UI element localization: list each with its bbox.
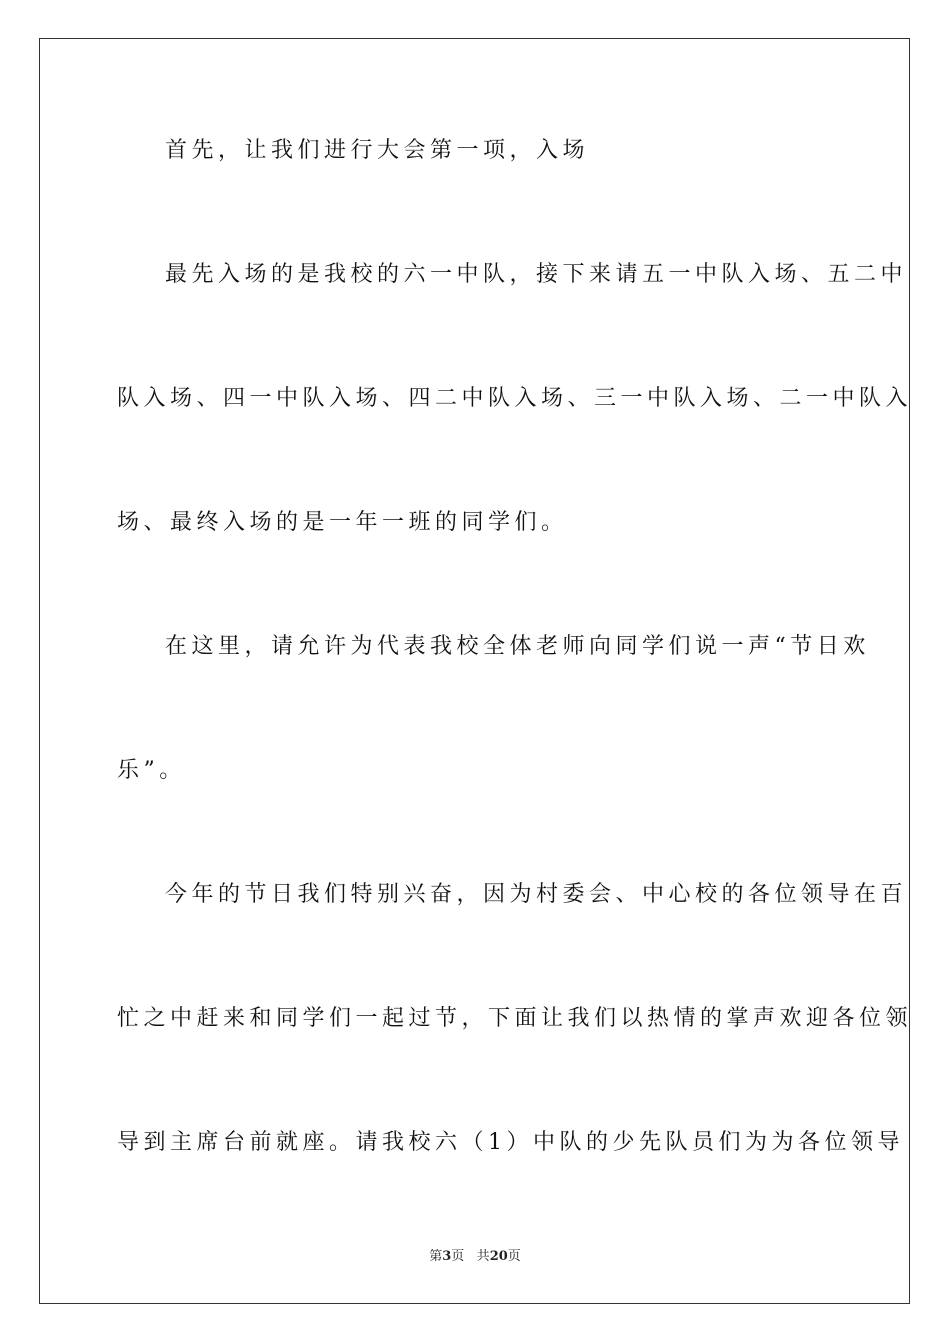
- paragraph-line: 忙之中赶来和同学们一起过节，下面让我们以热情的掌声欢迎各位领: [117, 1006, 913, 1031]
- page-footer: [0, 1248, 950, 1266]
- page-suffix: 页: [451, 1249, 465, 1264]
- total-pages: 20: [489, 1249, 508, 1264]
- paragraph-line: 今年的节日我们特别兴奋，因为村委会、中心校的各位领导在百: [165, 882, 908, 907]
- total-suffix: 页: [507, 1249, 521, 1264]
- paragraph-line: 最先入场的是我校的六一中队，接下来请五一中队入场、五二中: [165, 262, 908, 287]
- paragraph-line: 首先，让我们进行大会第一项，入场: [165, 138, 590, 163]
- page-frame: [39, 38, 913, 1304]
- paragraph-line: 在这里，请允许为代表我校全体老师向同学们说一声“节日欢: [165, 634, 870, 659]
- paragraph-line: 场、最终入场的是一年一班的同学们。: [117, 510, 568, 535]
- total-prefix: 共: [476, 1249, 490, 1264]
- paragraph-line: 导到主席台前就座。请我校六（1）中队的少先队员们为为各位领导: [117, 1130, 904, 1155]
- paragraph-line: 队入场、四一中队入场、四二中队入场、三一中队入场、二一中队入: [117, 386, 913, 411]
- paragraph-line: 乐”。: [117, 758, 186, 783]
- page-number: 3: [442, 1249, 452, 1264]
- page-prefix: 第: [429, 1249, 443, 1264]
